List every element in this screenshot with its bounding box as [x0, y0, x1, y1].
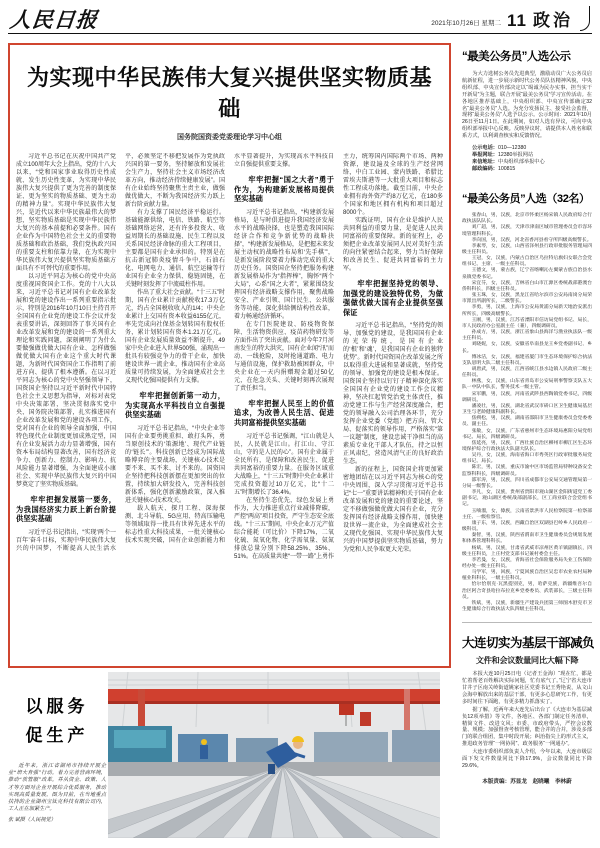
article-paragraph: 实践证明，国有企业是维护人民共同利益的重要力量，是促进人民共同富裕的重要保障。新的征程上，必须把企业改革发展同人民对美好生活的向往紧密结合起来，努力当好保障和改善民生、促进共同富裕的主力军。: [343, 218, 443, 272]
candidate-entry: 恰尔恰别克·瓦黑提别克，男，哈萨克族，新疆维吾尔自治区阿合奇县哈拉布拉克乡党委委员、武装部长，三级主任科员。: [462, 582, 592, 600]
candidate-entry: 刘晓妮，女，汉族，安徽省阜南县龙王乡党委副书记、乡长。: [462, 342, 592, 354]
candidate-entry: 马学军，男，回族，宁夏回族自治区吴忠市农业农村局种植业科科长，一级主任科员。: [462, 570, 592, 582]
article-chunk: [125, 391, 225, 420]
candidate-entry: 李素琴，女，汉族，山西省泽州县行政审批服务管理局四级主任科员。: [462, 243, 592, 255]
photo-title-line1: 以服务: [25, 697, 89, 716]
main-article-body: [16, 153, 443, 693]
contact-line: [462, 152, 592, 159]
candidate-entry: 张敏，女，汉族，广东省惠州市生态环境局惠阳分局党组书记、局长，四级调研员。: [462, 428, 592, 440]
candidate-entry: 林燕，女，汉族，山东省青岛市公安局刑事警察支队五大队一中队中队长，警务技术一级主管。: [462, 379, 592, 391]
article-paragraph: 载人航天、探月工程、深海探测、北斗导航、5G应用、特高压输电等领域取得一批具有世界先进水平的标志性重大科技成果，一批关键核心技术实现突破，国有企业创新能力和水平显著提升，为实现高水平科技自立自强提供重要支撑。: [125, 154, 334, 544]
dalian-paragraph: 据了解，近两年来大连先后出台了《大连市为基层减负12项举措》等文件，各地区、各部门制定任务清单，精简文件、改进文风；市委、市政府带头，严控会议数量、规模；加强督查考核管理，能合并的合并，涉及多部门的联合组团，集中时段开展；纠治指尖上的形式主义，推进政务管理“一网协同”、政务服务“一网通办”。: [462, 706, 592, 748]
contact-line: [462, 159, 592, 166]
article-paragraph: 新的征程上，国资国企将更加紧密地团结在以习近平同志为核心的党中央周围，深入学习贯彻习近平总书记“七一”重要讲话精神和关于国有企业改革发展和党的建设的重要论述，坚定不移做强做优做大国有企业，充分发挥国有经济战略支撑作用，加快建设世界一流企业，为全面建成社会主义现代化强国、实现中华民族伟大复兴的中国梦提供坚实物质基础，努力为党和人民争取更大光荣。: [343, 467, 443, 554]
article-chunk: [343, 217, 443, 273]
article-chunk: [343, 322, 443, 466]
candidate-entry: 张玉珠，女，汉族，黑龙江省哈尔滨市公安局南岗分局荣市派出所副所长，二级警长。: [462, 293, 592, 305]
factory-photo-graphic: [108, 672, 440, 838]
contact-value: 010—12380: [497, 145, 527, 152]
candidate-entry: 胡唐武，男，汉族，江西省峡江县水边镇人民政府二级主任科员。: [462, 366, 592, 379]
candidate-entry: 铁斌，男，汉族，新疆生产建设兵团第三师图木舒克市卫生健康综合行政执法大队四级主任科员。: [462, 600, 592, 613]
candidate-entry: 刘广超，男，汉族，天津市津南区城市管理委员会市容环境管理科科长。: [462, 225, 592, 237]
article-paragraph: 习近平总书记指出，“实现‘两个一百年’奋斗目标，实现中华民族伟大复兴的中国梦，不断提高人民生活水平，必须坚定不移把发展作为党执政兴国的第一要务，坚持解放和发展社会生产力，坚持社会主义市场经济改革方向，推动经济持续健康发展”。国有企业始终坚持聚焦主责主业，做强做优做大，不断为我国经济实力跃上新台阶贡献力量。: [16, 154, 225, 552]
candidate-entry: 宋宜芬，女，汉族，吉林省白山市江源区委统战部港澳台侨科科长，四级主任科员。: [462, 280, 592, 292]
notice-title: “最美公务员”人选公示: [462, 51, 571, 63]
article-subhead: 牢牢把握发展第一要务，为我国经济实力跃上新台阶提供坚实基础: [16, 495, 116, 524]
article-chunk: [16, 495, 116, 524]
article-chunk: [125, 209, 225, 289]
candidate-entry: 傅冰洁，女，汉族，福建省厦门市生态环境保护综合执法支队思明大队二级主任科员。: [462, 354, 592, 366]
contact-label: 来信地址：: [472, 159, 498, 166]
article-paragraph: 有力支撑了国民经济平稳运行。基础能源供给，电信、铁路、航空等基础网络运营，还有许多投资大、收益周期长的基础设施、民生工程以及关系国民经济命脉的重大工程项目，主要都是国有企业承担的。特别是在抗击新冠肺炎疫情斗争中，石油石化、电网电力、通信、航空运输等行业国有企业全力保供、稳链固链，在关键时刻发挥了中流砥柱作用。: [125, 210, 225, 288]
dalian-article-subtitle: 文件和会议数量同比大幅下降: [475, 656, 579, 666]
main-article-byline: 国务院国资委党委理论学习中心组: [177, 133, 282, 141]
header-rule: [8, 33, 592, 34]
photo-caption: 近年来，浙江省湖州市持续开展企业“培大育强”行动，着力完善营商环境，推动“放管服”改革，并从资金、政策、人才等方面对企业开展综合优质服务，推动实现高质量发展。图为日前，在当地重点扶持的企业湖州宝钛克科技有限公司内，工人正在加紧生产。: [8, 763, 106, 813]
dalian-paragraph: 本报大连10月25日电（记者王金海）“现在忙，都是忙着帮老百姓解决实际问题，忙有底气了。”辽宁省大连市甘井子区南关岭街道姚家社区党委书记王秀艳说，从文山会海中解放出来的基层干部，有更多心思研究工作，有更多时间往下面跑，有更多精力抓落实了。: [462, 671, 592, 705]
candidate-entry: 孙成方，男，汉族，浙江省象山县海洋与渔业执法队一级主任科员。: [462, 330, 592, 342]
photo-caption-block: [8, 692, 106, 823]
article-subhead: 牢牢把握人民至上的价值追求，为改善人民生活、促进共同富裕提供坚实基础: [234, 398, 334, 427]
article-chunk: [234, 433, 334, 497]
candidate-entry: 焦朔松，男，汉族，湖南省邵阳市卫生健康委员会党委委员、副主任。: [462, 416, 592, 428]
photo-title-line2: 促生产: [25, 726, 89, 745]
candidates-title: “最美公务员”人选（32名）: [462, 193, 590, 206]
candidate-entry: 焦延亮，男，汉族，广西壮族自治区柳州市柳江区生态环境保护综合行政执法大队副大队长。: [462, 440, 592, 452]
candidate-entry: 王刚，男，汉族，江苏省溧阳市信访局党组书记、局长，市人民政府办公室副主任（兼），四级调研员。: [462, 317, 592, 329]
main-headline: 为实现中华民族伟大复兴提供坚实物质基础: [26, 65, 432, 121]
article-chunk: [234, 175, 334, 204]
article-chunk: [125, 425, 225, 505]
section-name: 政治: [533, 11, 573, 30]
article-paragraph: 作出了重大社会贡献。“十三五”时期，国有企业累计贡献税收17.3万亿元，约占全国税收收入的1/4；中央企业累计上交国有资本收益6155亿元，率先完成向社保基金划转国有股权任务，累计划转国有资本1.21万亿元。国有企业发展质量效益不断提升，49家中央企业进入世界500强，涌现出一批具有较强竞争力的骨干企业，加快建设世界一流企业，推动国有企业高质量可持续发展，为全面建成社会主义现代化强国提供有力支撑。: [125, 290, 226, 384]
contact-value: 中央组织部举报中心: [497, 159, 545, 166]
page-editors-credit: 本版责编：苏显龙 赵晓曦 李林蔚: [482, 778, 572, 785]
dalian-paragraph: 大连市委组织部负责人介绍，今年以来，大连市级层面下发文件数量同比下降17.9%，会议数量同比下降29.6%。: [462, 749, 592, 769]
dalian-article-title: 大连切实为基层干部减负: [462, 636, 595, 651]
candidate-entry: 吴丹，女，汉族，海南省海口市秀英区行政审批服务局党组书记、局长。: [462, 453, 592, 465]
candidate-entry: 李勇，男，汉族，上海市公安局黄浦分局新天地治安派出所所长，四级高级警长。: [462, 305, 592, 317]
photo-credit: 张 斌摄（人民视觉）: [8, 817, 56, 824]
candidate-entry: 玉喃溜，女，傣族，云南省景洪市人民检察院第一检察部主任、一级检察官。: [462, 508, 592, 520]
candidate-entry: 王德文，男，蒙古族，辽宁省喀喇沁左翼蒙古族自治县水泉镇党委书记。: [462, 268, 592, 280]
article-chunk: [16, 153, 116, 273]
candidate-entry: 陈宏，男，汉族，重庆市渝中区市场监管局特种设备安全监察科科长，四级调研员。: [462, 465, 592, 477]
article-subhead: 牢牢把握坚持党的领导、加强党的建设独特优势，为做强做优做大国有企业提供坚强保证: [343, 279, 443, 317]
candidate-entry: 李若曼，女，汉族，青海省社会保险服务局失业工伤保险经办处一级主任科员。: [462, 557, 592, 569]
article-paragraph: 以习近平同志为核心的党中央高度重视国资国企工作。党的十八大以来，习近平总书记对国有企业改革发展和党的建设作出一系列重要指示批示，特别是2016年10月10日主持召开全国国有企业党的建设工作会议并发表重要讲话，深刻回答了事关国有企业改革发展和党的建设的一系列重大理论和实践问题，深刻阐明了为什么要做强做优做大国有企业、怎样做强做优做大国有企业这个重大时代课题，为新时代国资国企工作指明了前进方向、提供了根本遵循。在以习近平同志为核心的党中央坚强领导下，国资国企坚持以习近平新时代中国特色社会主义思想为指导，对标对表党中央决策部署，坚决贯彻落实党中央、国务院决策部署，扎实推进国有企业改革发展和党的建设各项工作，党对国有企业的领导全面加强，中国特色现代企业制度更加成熟定型，国有企业发展活力动力显著增强，国有资本布局结构显著改善，国有经济竞争力、创新力、控制力、影响力、抗风险能力显著增强，为全面建成小康社会、实现中华民族伟大复兴的中国梦奠定了坚实物质基础。: [16, 274, 116, 488]
sidebar-divider: [462, 622, 592, 623]
candidate-entry: 康子东，男，汉族，西藏自治区双湖县巴岭乡人民政府一级科员。: [462, 520, 592, 533]
article-chunk: [343, 466, 443, 554]
candidate-entry: 王冠，女，汉族，内蒙古自治区乌拉特后旗妇女联合会党组书记、主席、一级主任科员。: [462, 256, 592, 268]
contact-value: 100815: [497, 166, 516, 173]
article-chunk: [16, 273, 116, 489]
issue-date: 2021年10月26日 星期二: [431, 20, 502, 27]
contact-label: 公示电话：: [472, 145, 498, 152]
article-paragraph: 在专门医院建设、防疫物资保障、生活物资供应、疫苗药物研发等方面作出了突出贡献。面对今年7月河南发生的特大洪灾，国有企业闻“汛”而动、一线抢险，及时抢通道路、电力与通信设施，保护救助被困群众，中央企业在一天内捐赠现金超过50亿元，在危急关头、关键时刻再次展现了责任担当。: [234, 321, 334, 392]
article-paragraph: 习近平总书记指出，“构建新发展格局，是与时俱进提升我国经济发展水平的战略抉择，也是塑造我国国际经济合作和竞争新优势的战略抉择”，“构建新发展格局，是把握未来发展主动权的战略性布局和‘先手棋’”，是新发展阶段要着力推动完成的重大历史任务。国资国企坚持把服务构建新发展格局作为“指挥棒”，胸怀“两个大局”，心系“国之大者”，紧紧围绕发挥国有经济战略支撑作用，聚焦战略安全、产业引领、国计民生、公共服务等功能，深化供给侧结构性改革，着力畅通经济循环。: [234, 209, 334, 320]
candidate-entry: 邵军涛，男，汉族，四川省成都市公安局交通管理局第一分局一级警长。: [462, 477, 592, 489]
factory-photo: [108, 672, 440, 838]
page-header-right: [431, 6, 590, 31]
candidate-entry: 潘凌壮，男，汉族，湖北省武汉市硚口区卫生健康局基层卫生与老龄健康科副科长。: [462, 403, 592, 416]
contact-line: [462, 145, 592, 152]
article-paragraph: 习近平总书记强调，“江山就是人民，人民就是江山。打江山、守江山，守的是人民的心”。国有企业属于全民所有，是保障和改善民生、促进共同富裕的重要力量。在服务区域重大战略上，“十三五”时期中央企业累计完成投资超过10万亿元，比“十二五”时期增长了36.4%。: [234, 433, 334, 496]
candidate-entry: 杨斌，男，汉族，甘肃省武威市凉州区黄羊镇副镇长，四级主任科员，上庄村党支部书记兼村委会主任。: [462, 545, 592, 557]
notice-contacts: [462, 145, 592, 173]
dalian-article-body: [462, 671, 592, 770]
candidate-entry: 张春山，男，汉族，北京市怀柔区杨宋镇人民政府综合行政执法队队长。: [462, 213, 592, 225]
article-chunk: [125, 289, 225, 385]
article-paragraph: 习近平总书记指出，“中央企业等国有企业要勇挑重担、敢打头阵，勇当原创技术的‘策源地’、现代产业链的‘链长’”。科技创新已经成为国际战略博弈的主要战场，关键核心技术是要不来、买不来、讨不来的。国资国企坚持把科技创新摆在更加突出的位置，持续加大研发投入，完善科技创新体系，强化创新激励政策，深入推进关键核心技术攻关。: [125, 425, 225, 504]
candidates-list: [462, 213, 592, 613]
contact-line: [462, 166, 592, 173]
article-paragraph: 习近平总书记在庆祝中国共产党成立100周年大会上指出，党的十八大以来，“党和国家事业取得历史性成就、发生历史性变革，为实现中华民族伟大复兴提供了更为完善的制度保证、更为坚实的物质基础、更为主动的精神力量”。实现中华民族伟大复兴，是近代以来中华民族最伟大的梦想，坚实物质基础是实现中华民族伟大复兴的基本前提和必要条件。国有企业作为中国特色社会主义的重要物质基础和政治基础，我们党执政兴国的重要支柱和依靠力量，在为实现中华民族伟大复兴提供坚实物质基础方面具有不可替代的重要作用。: [16, 154, 117, 272]
main-article-box: [8, 43, 451, 668]
candidate-entry: 宋军鹏，男，汉族，河南省武陟县西陶镇党委书记，四级调研员。: [462, 391, 592, 403]
article-chunk: [234, 209, 334, 321]
page-number: 11: [507, 11, 527, 30]
article-chunk: [343, 279, 443, 317]
contact-label: 举报网址：: [472, 152, 498, 159]
article-subhead: 牢牢把握创新第一动力，为实现高水平科技自立自强提供坚实基础: [125, 391, 225, 420]
corner-bracket-mark: [580, 6, 590, 31]
notice-body: 为大力选树公务员先进典型，激励动员广大公务员启航新征程，进一步展示新时代公务员队伍精神风貌，中央组织部、中央宣传部决定以“竭诚为民办实事、担当实干开新局”为主题，联合开展“最美公务员”学习宣传活动。在各地区推荐基础上，中央组织部、中央宣传部确定32名“最美公务员”人选。为充分发扬民主、接受社会监督，现将“最美公务员”人选予以公示。公示时间：2021年10月26日至11月1日。在此期间，如对人选有异议，可向中央组织部举报中心反映。反映异议时，请提供本人姓名和联系方式，以利调查核实和反馈情况。: [462, 71, 592, 140]
contact-label: 邮政编码：: [472, 166, 498, 173]
article-paragraph: 在坚持生态优先、绿色发展上勇作为，大力推进重点行业减排降碳，严控“两高”项目投资，严守生态安全底线。“十三五”期间，中央企业万元产值综合能耗（可比价）下降17%，二氧化硫、氮氧化物、化学需氧量、氨氮排放总量分别下降58.25%、35%、51%。在高质量共建“一带一路”上勇作主力，统筹国内国际两个市场、两种资源，建设遍及全球的生产经营网络，中白工业园、蒙内铁路、希腊比雷埃夫斯港等一大批重大项目和标志性工程成功落地。截至目前，中央企业拥有海外资产约8万亿元，在180多个国家和地区拥有机构和项目超过8000个。: [234, 154, 443, 560]
candidate-entry: 秦智，男，汉族，陕西省渭南市卫生健康委员会规划发展和体系管理科科长。: [462, 533, 592, 545]
candidate-entry: 李凡，女，汉族，贵州省贵阳市观山湖区金阳街道党工委副书记，观山湖区委统战部副部长，区工商业联合会党组书记。: [462, 490, 592, 508]
contact-value: 12380举报网站: [497, 152, 534, 159]
article-subhead: 牢牢把握“国之大者”勇于作为，为构建新发展格局提供坚实基础: [234, 175, 334, 204]
sidebar: [462, 48, 595, 785]
candidate-entry: 李向国，男，汉族，河北省香河县看守所四级高级警长。: [471, 237, 592, 243]
article-paragraph: 习近平总书记指出，“坚持党的领导、加强党的建设，是我国国有企业的光荣传统，是国有企业的‘根’和‘魂’，是我国国有企业的独特优势”。新时代国资国企改革发展之所以取得重大进展和显著成就，坚持党的领导、加强党的建设是根本保证。国资国企坚持以钉钉子精神深化落实全国国有企业党的建设工作会议精神，坚决扛起管党治党主体责任，推动党建工作与生产经营深度融合，把党的领导融入公司治理各环节，充分发挥企业党委（党组）把方向、管大局、促落实的领导作用，严格落实“第一议题”制度，建设忠诚干净担当的高素质专业化干部人才队伍，持之以恒正风肃纪，营造风清气正的良好政治生态。: [343, 323, 443, 466]
article-chunk: [234, 399, 334, 428]
article-chunk: [234, 321, 334, 393]
masthead-logo: 人民日报: [8, 8, 100, 32]
